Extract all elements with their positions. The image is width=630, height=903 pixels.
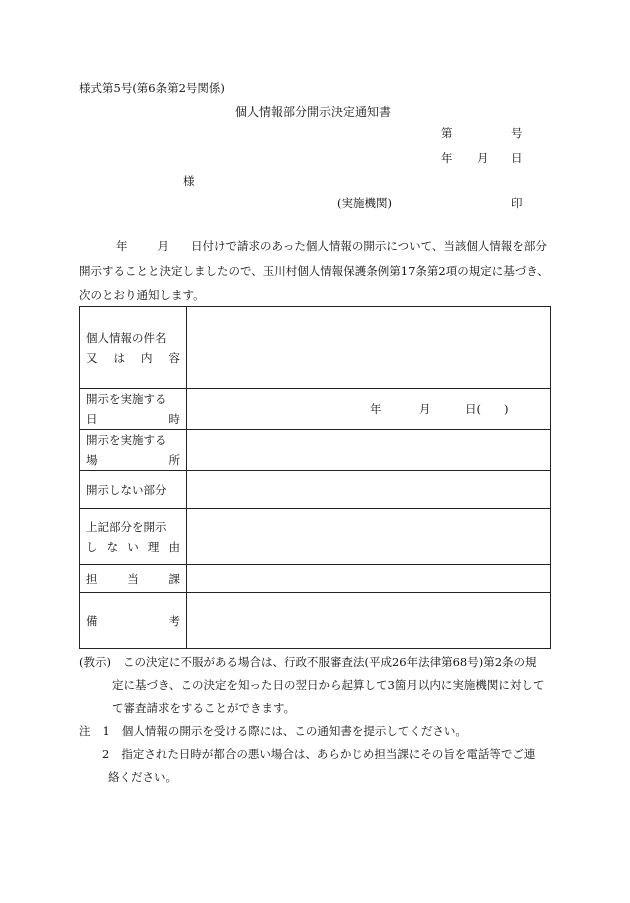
label-datetime-line1: 開示を実施する	[86, 392, 167, 406]
document-title: 個人情報部分開示決定通知書	[235, 105, 392, 119]
datetime-year: 年	[370, 402, 382, 416]
char: は	[113, 350, 125, 365]
addressee-sama: 様	[183, 174, 195, 188]
body-line-2: 開示することと決定しましたので、玉川村個人情報保護条例第17条第2項の規定に基づき、	[79, 263, 549, 278]
body-line-3: 次のとおり通知します。	[79, 288, 205, 302]
body-year: 年	[116, 239, 128, 253]
char: 当	[127, 571, 139, 586]
note-2-text-1: 指定された日時が都合の悪い場合は、あらかじめ担当課にその旨を電話等でご連	[121, 747, 536, 761]
char: 容	[168, 350, 180, 365]
label-remarks	[80, 593, 187, 649]
table-row-place	[80, 430, 551, 471]
char: 考	[168, 613, 180, 628]
date-year-label: 年	[441, 151, 453, 165]
label-subject-text: 個人情報の件名	[86, 330, 167, 345]
note-label: 注	[79, 724, 91, 738]
datetime-day: 日( )	[465, 402, 509, 416]
char: 由	[168, 539, 180, 554]
table-row-remarks	[80, 593, 551, 649]
char: 場	[86, 453, 98, 467]
kyouji-line-1	[79, 651, 544, 674]
char: 時	[168, 412, 180, 426]
label-datetime-line2	[86, 409, 180, 429]
label-undisclosed: 開示しない部分	[80, 471, 187, 509]
body-month: 月	[157, 239, 169, 253]
number-dai: 第	[441, 126, 453, 140]
char: 理	[147, 539, 160, 554]
kyouji-text-1: この決定に不服がある場合は、行政不服審査法(平成26年法律第68号)第2条の規	[122, 655, 537, 669]
label-reason-line2	[86, 537, 180, 557]
form-number: 様式第5号(第6条第2号関係)	[79, 81, 225, 95]
value-place[interactable]	[187, 430, 551, 471]
number-go: 号	[511, 126, 523, 140]
body-line-1-text: 日付けで請求のあった個人情報の開示について、当該個人情報を部分	[191, 239, 547, 253]
note-2-line-2: 絡ください。	[108, 770, 177, 784]
body-paragraph	[79, 234, 559, 308]
label-place-line1: 開示を実施する	[86, 433, 167, 447]
char: 備	[86, 613, 98, 628]
label-place-line2	[86, 450, 180, 470]
kyouji-label: (教示)	[79, 655, 111, 669]
char: 又	[86, 350, 98, 365]
label-place	[80, 430, 187, 471]
char: 日	[86, 412, 98, 426]
body-line-1	[79, 234, 559, 259]
char: な	[106, 539, 119, 554]
table-row-datetime	[80, 389, 551, 430]
table-row-subject	[80, 307, 551, 389]
value-subject[interactable]	[187, 307, 551, 389]
date-day-label: 日	[511, 151, 523, 165]
char: 課	[168, 571, 180, 586]
table-row-undisclosed	[80, 471, 551, 509]
label-remarks-line	[86, 611, 180, 631]
label-department	[80, 565, 187, 593]
char: 内	[141, 350, 153, 365]
value-undisclosed[interactable]	[187, 471, 551, 509]
label-subject-line1	[86, 328, 180, 348]
notes-section	[79, 651, 544, 789]
table-row-reason	[80, 509, 551, 565]
value-remarks[interactable]	[187, 593, 551, 649]
note-2-number: 2	[102, 747, 110, 761]
label-subject	[80, 307, 187, 389]
label-reason	[80, 509, 187, 565]
table-row-department	[80, 565, 551, 593]
note-2	[79, 743, 544, 766]
note-1-text: 個人情報の開示を受ける際には、この通知書を提示してください。	[121, 724, 467, 738]
label-department-line	[86, 569, 180, 589]
agency-label: (実施機関)	[337, 196, 392, 210]
kyouji-line-2: 定に基づき、この決定を知った日の翌日から起算して3箇月以内に実施機関に対して	[112, 678, 545, 692]
datetime-month: 月	[419, 402, 431, 416]
label-datetime	[80, 389, 187, 430]
value-datetime[interactable]	[187, 389, 551, 430]
note-1-number: 1	[102, 724, 110, 738]
seal-mark: 印	[511, 196, 523, 210]
char: 担	[86, 571, 98, 586]
label-reason-line1: 上記部分を開示	[86, 519, 167, 534]
date-month-label: 月	[477, 151, 489, 165]
value-department[interactable]	[187, 565, 551, 593]
kyouji-line-3: て審査請求をすることができます。	[112, 701, 296, 715]
note-1	[79, 720, 544, 743]
value-reason[interactable]	[187, 509, 551, 565]
char: い	[127, 539, 139, 554]
disclosure-table	[79, 306, 551, 649]
label-subject-line2	[86, 348, 180, 368]
char: 所	[168, 453, 180, 467]
char: し	[86, 539, 98, 554]
